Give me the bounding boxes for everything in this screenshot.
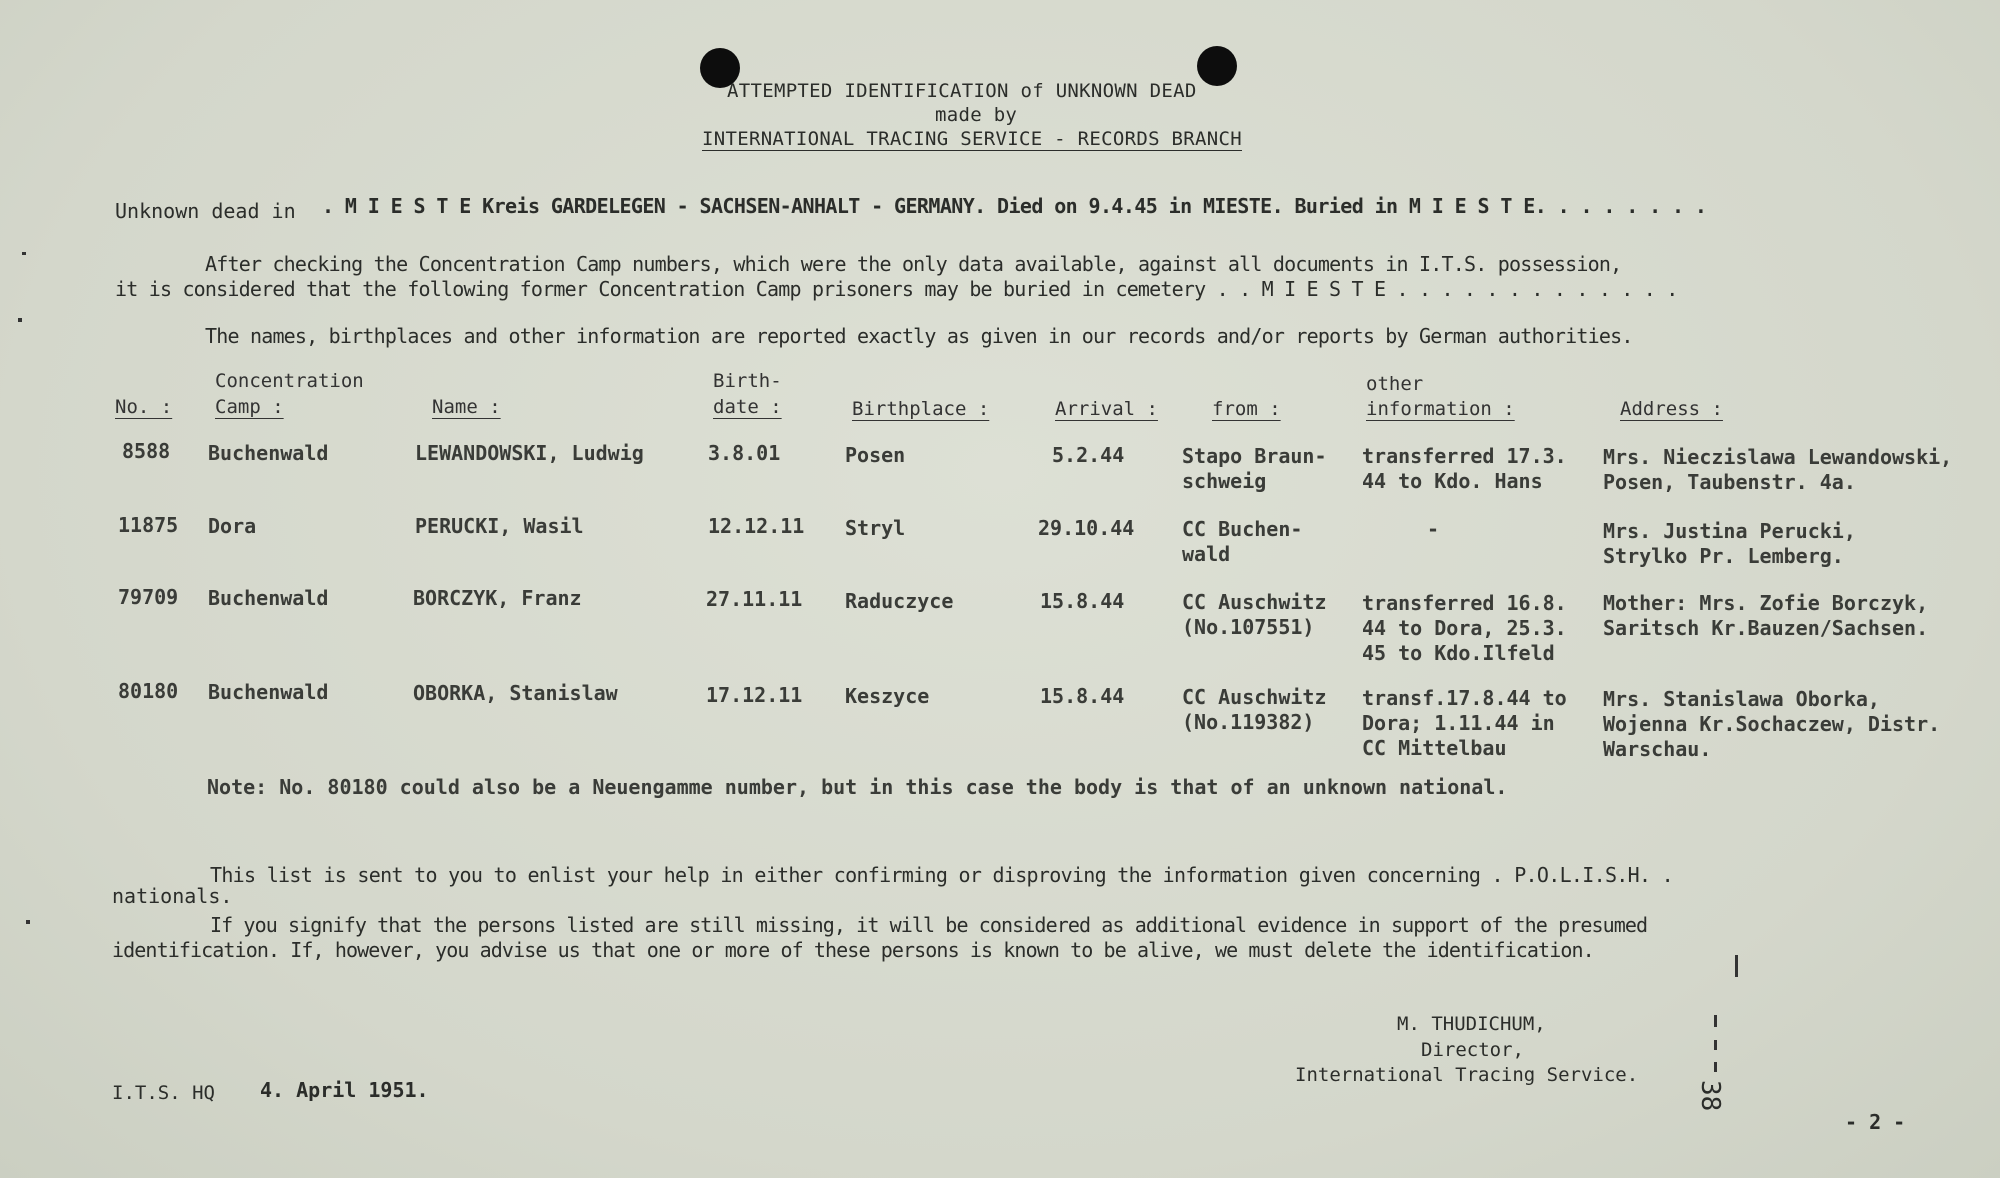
- col-header-address: Address :: [1620, 398, 1723, 420]
- cell-arrival: 29.10.44: [1038, 516, 1135, 540]
- unknown-dead-place: . M I E S T E Kreis GARDELEGEN - SACHSEN-ANHALT - GERMANY. Died on 9.4.45 in MIESTE. Buried in M I E S T E. . . . . . . .: [322, 194, 1707, 218]
- note-text: Note: No. 80180 could also be a Neuengamme number, but in this case the body is that of an unknown national.: [207, 775, 1508, 799]
- cell-no: 80180: [118, 679, 179, 703]
- cell-info-2: 44 to Kdo. Hans: [1362, 469, 1543, 493]
- cell-birthplace: Raduczyce: [845, 589, 954, 613]
- intro-line-2: it is considered that the following former Concentration Camp prisoners may be buried in cemetery . . M I E S T E . . . . . . . . . . . . .: [115, 277, 1678, 301]
- cell-from-1: Stapo Braun-: [1182, 444, 1327, 468]
- cell-from-2: wald: [1182, 542, 1231, 566]
- cell-info-1: -: [1427, 517, 1440, 541]
- cell-from-1: CC Auschwitz: [1182, 590, 1327, 614]
- cell-birthdate: 12.12.11: [708, 514, 805, 538]
- cell-no: 11875: [118, 513, 179, 537]
- cell-name: OBORKA, Stanislaw: [413, 681, 618, 705]
- cell-address-2: Posen, Taubenstr. 4a.: [1603, 470, 1856, 494]
- cell-birthdate: 3.8.01: [708, 441, 781, 465]
- signature-organization: International Tracing Service.: [1295, 1064, 1639, 1086]
- footer-date: 4. April 1951.: [260, 1078, 429, 1102]
- signature-title: Director,: [1421, 1039, 1524, 1061]
- header-subtitle: made by: [935, 104, 1018, 126]
- intro-line-3: The names, birthplaces and other information are reported exactly as given in our records and/or reports by German authorities.: [205, 324, 1633, 348]
- col-header-info: information :: [1366, 398, 1515, 420]
- col-header-birth-top: Birth-: [713, 370, 782, 392]
- cell-name: BORCZYK, Franz: [413, 586, 582, 610]
- cell-address-1: Mrs. Nieczislawa Lewandowski,: [1603, 445, 1953, 469]
- closing-p2-line1: If you signify that the persons listed are still missing, it will be considered as additional evidence in support of the presumed: [210, 913, 1648, 937]
- col-header-name: Name :: [432, 396, 501, 418]
- margin-dot: [26, 920, 30, 924]
- cell-address-2: Strylko Pr. Lemberg.: [1603, 544, 1844, 568]
- col-header-camp: Camp :: [215, 396, 284, 418]
- cell-address-1: Mother: Mrs. Zofie Borczyk,: [1603, 591, 1929, 615]
- cell-camp: Buchenwald: [208, 680, 329, 704]
- cell-camp: Buchenwald: [208, 586, 329, 610]
- cell-address-2: Wojenna Kr.Sochaczew, Distr.: [1603, 712, 1941, 736]
- col-header-no: No. :: [115, 396, 173, 418]
- cell-info-1: transferred 16.8.: [1362, 591, 1567, 615]
- cell-from-2: (No.107551): [1182, 615, 1315, 639]
- intro-line-1: After checking the Concentration Camp numbers, which were the only data available, against all documents in I.T.S. possession,: [205, 252, 1622, 276]
- cell-arrival: 15.8.44: [1040, 589, 1125, 613]
- col-header-birthdate: date :: [713, 396, 782, 418]
- cell-birthplace: Stryl: [845, 516, 906, 540]
- col-header-from: from :: [1212, 398, 1281, 420]
- dash-mark: [1714, 1040, 1717, 1050]
- cell-arrival: 5.2.44: [1052, 443, 1125, 467]
- cell-no: 79709: [118, 585, 179, 609]
- unknown-dead-label: Unknown dead in: [115, 199, 296, 223]
- cell-birthplace: Posen: [845, 443, 906, 467]
- cell-name: PERUCKI, Wasil: [415, 514, 584, 538]
- cell-from-1: CC Buchen-: [1182, 517, 1303, 541]
- signature-name: M. THUDICHUM,: [1397, 1013, 1546, 1035]
- closing-p1-line2: nationals.: [112, 884, 233, 908]
- cell-address-1: Mrs. Justina Perucki,: [1603, 519, 1856, 543]
- closing-p2-line2: identification. If, however, you advise us that one or more of these persons is known to be alive, we must delete the identification.: [112, 938, 1594, 962]
- cell-info-3: 45 to Kdo.Ilfeld: [1362, 641, 1555, 665]
- header-title: ATTEMPTED IDENTIFICATION of UNKNOWN DEAD: [727, 80, 1197, 102]
- cell-from-2: (No.119382): [1182, 710, 1315, 734]
- page-number: - 2 -: [1845, 1110, 1906, 1134]
- cell-from-1: CC Auschwitz: [1182, 685, 1327, 709]
- margin-dot: [18, 318, 22, 322]
- punch-hole-right: [1197, 46, 1237, 86]
- cell-no: 8588: [122, 439, 171, 463]
- tick-mark: [1735, 955, 1738, 977]
- cell-info-2: Dora; 1.11.44 in: [1362, 711, 1555, 735]
- cell-birthdate: 17.12.11: [706, 683, 803, 707]
- cell-address-1: Mrs. Stanislawa Oborka,: [1603, 687, 1880, 711]
- cell-info-2: 44 to Dora, 25.3.: [1362, 616, 1567, 640]
- cell-birthplace: Keszyce: [845, 684, 930, 708]
- cell-birthdate: 27.11.11: [706, 587, 803, 611]
- margin-dot: [22, 252, 26, 255]
- closing-p1-line1: This list is sent to you to enlist your help in either confirming or disproving the information given concerning . P.O.L.I.S.H. .: [210, 863, 1673, 887]
- cell-camp: Buchenwald: [208, 441, 329, 465]
- header-organization: INTERNATIONAL TRACING SERVICE - RECORDS BRANCH: [702, 128, 1242, 150]
- cell-name: LEWANDOWSKI, Ludwig: [415, 441, 644, 465]
- cell-camp: Dora: [208, 514, 257, 538]
- dash-mark: [1714, 1062, 1717, 1072]
- col-header-arrival: Arrival :: [1055, 398, 1158, 420]
- col-header-info-top: other: [1366, 373, 1424, 395]
- cell-info-1: transf.17.8.44 to: [1362, 686, 1567, 710]
- cell-info-3: CC Mittelbau: [1362, 736, 1507, 760]
- cell-address-3: Warschau.: [1603, 737, 1712, 761]
- dash-mark: [1714, 1015, 1717, 1027]
- cell-info-1: transferred 17.3.: [1362, 444, 1567, 468]
- footer-place: I.T.S. HQ: [112, 1082, 215, 1104]
- col-header-camp-top: Concentration: [215, 370, 364, 392]
- col-header-birthplace: Birthplace :: [852, 398, 990, 420]
- cell-address-2: Saritsch Kr.Bauzen/Sachsen.: [1603, 616, 1929, 640]
- cell-arrival: 15.8.44: [1040, 684, 1125, 708]
- cell-from-2: schweig: [1182, 469, 1267, 493]
- stamp-number: 38: [1695, 1080, 1725, 1112]
